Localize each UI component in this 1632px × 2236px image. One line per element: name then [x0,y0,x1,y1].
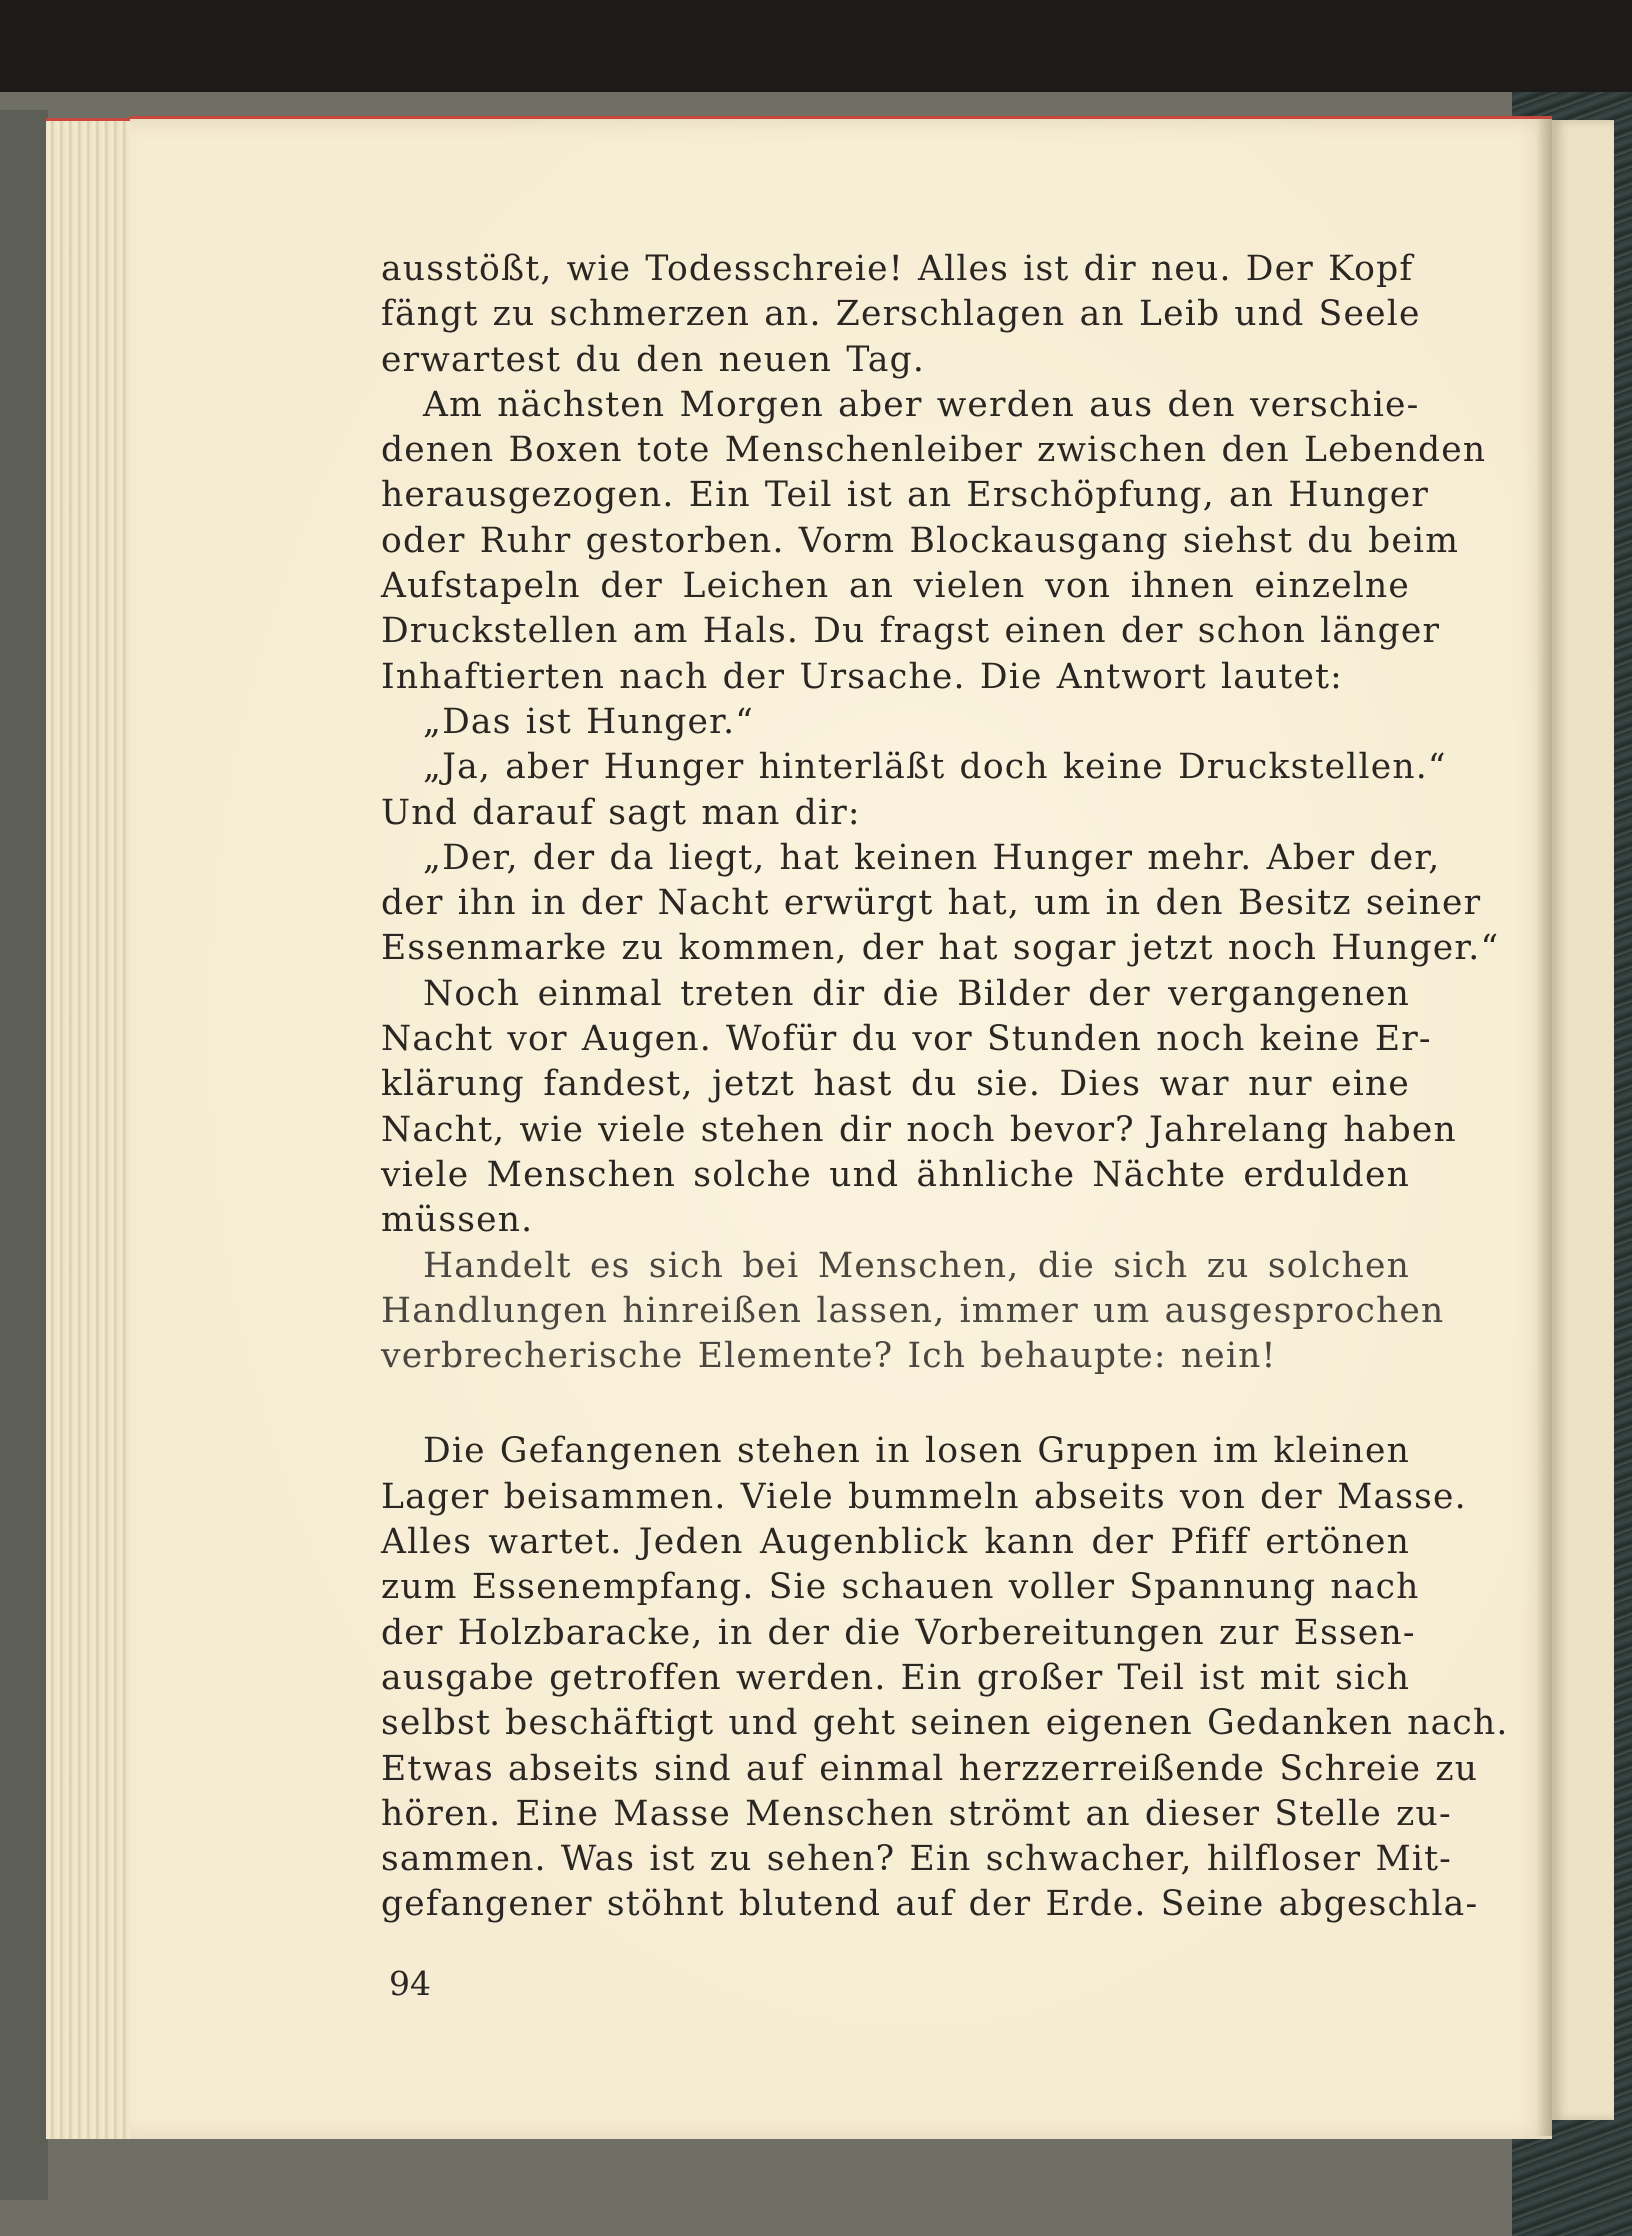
text-line: Die Gefangenen stehen in losen Gruppen im kleinen [423,1431,1410,1472]
text-line: hören. Eine Masse Menschen strömt an dieser Stelle zu- [381,1793,1452,1834]
text-line: Nacht, wie viele stehen dir noch bevor? Jahrelang haben [381,1109,1457,1150]
text-line: viele Menschen solche und ähnliche Nächte erdulden [381,1154,1410,1195]
text-line: sammen. Was ist zu sehen? Ein schwacher, hilfloser Mit- [381,1839,1453,1880]
text-line: Handelt es sich bei Menschen, die sich zu solchen [423,1245,1410,1286]
text-line: oder Ruhr gestorben. Vorm Blockausgang siehst du beim [381,520,1460,561]
text-line: Handlungen hinreißen lassen, immer um ausgesprochen [381,1290,1445,1331]
text-line: herausgezogen. Ein Teil ist an Erschöpfung, an Hunger [381,475,1430,516]
text-line: gefangener stöhnt blutend auf der Erde. Seine abgeschla- [381,1884,1479,1925]
facing-page-edge [1552,120,1614,2120]
text-line: denen Boxen tote Menschenleiber zwischen den Lebenden [381,430,1487,471]
text-line: „Der, der da liegt, hat keinen Hunger mehr. Aber der, [423,837,1441,878]
text-line: der Holzbaracke, in der die Vorbereitungen zur Essen- [381,1612,1416,1653]
text-line: klärung fandest, jetzt hast du sie. Dies war nur eine [381,1064,1410,1105]
text-line: Inhaftierten nach der Ursache. Die Antwort lautet: [381,656,1343,697]
text-line: Am nächsten Morgen aber werden aus den verschie- [423,384,1420,425]
text-line: selbst beschäftigt und geht seinen eigenen Gedanken nach. [381,1703,1509,1744]
text-line: der ihn in der Nacht erwürgt hat, um in den Besitz seiner [381,883,1482,924]
text-line: müssen. [381,1200,534,1241]
text-line: Und darauf sagt man dir: [381,792,861,833]
text-line: Essenmarke zu kommen, der hat sogar jetzt noch Hunger.“ [381,928,1500,969]
text-line: Noch einmal treten dir die Bilder der vergangenen [423,973,1410,1014]
cover-edge [0,110,48,2200]
page-text [381,247,1509,1928]
text-line: fängt zu schmerzen an. Zerschlagen an Leib und Seele [381,294,1421,335]
section-break [381,1379,1410,1429]
text-line: Lager beisammen. Viele bummeln abseits von der Masse. [381,1476,1467,1517]
text-line: Alles wartet. Jeden Augenblick kann der Pfiff ertönen [381,1522,1410,1563]
text-line: „Ja, aber Hunger hinterläßt doch keine Druckstellen.“ [423,747,1447,788]
text-line: ausgabe getroffen werden. Ein großer Teil ist mit sich [381,1657,1411,1698]
page-number: 94 [389,1964,431,2003]
text-line: verbrecherische Elemente? Ich behaupte: nein! [381,1336,1277,1377]
text-line: zum Essenempfang. Sie schauen voller Spannung nach [381,1567,1420,1608]
page-gutter [1536,118,1552,2136]
text-line: Druckstellen am Hals. Du fragst einen der schon länger [381,611,1441,652]
text-line: Nacht vor Augen. Wofür du vor Stunden noch keine Er- [381,1019,1432,1060]
text-line: ausstößt, wie Todesschreie! Alles ist dir neu. Der Kopf [381,249,1414,289]
text-line: „Das ist Hunger.“ [423,701,755,742]
text-line: Aufstapeln der Leichen an vielen von ihnen einzelne [381,566,1410,607]
text-line: erwartest du den neuen Tag. [381,339,926,380]
text-line: Etwas abseits sind auf einmal herzzerreißende Schreie zu [381,1748,1479,1789]
